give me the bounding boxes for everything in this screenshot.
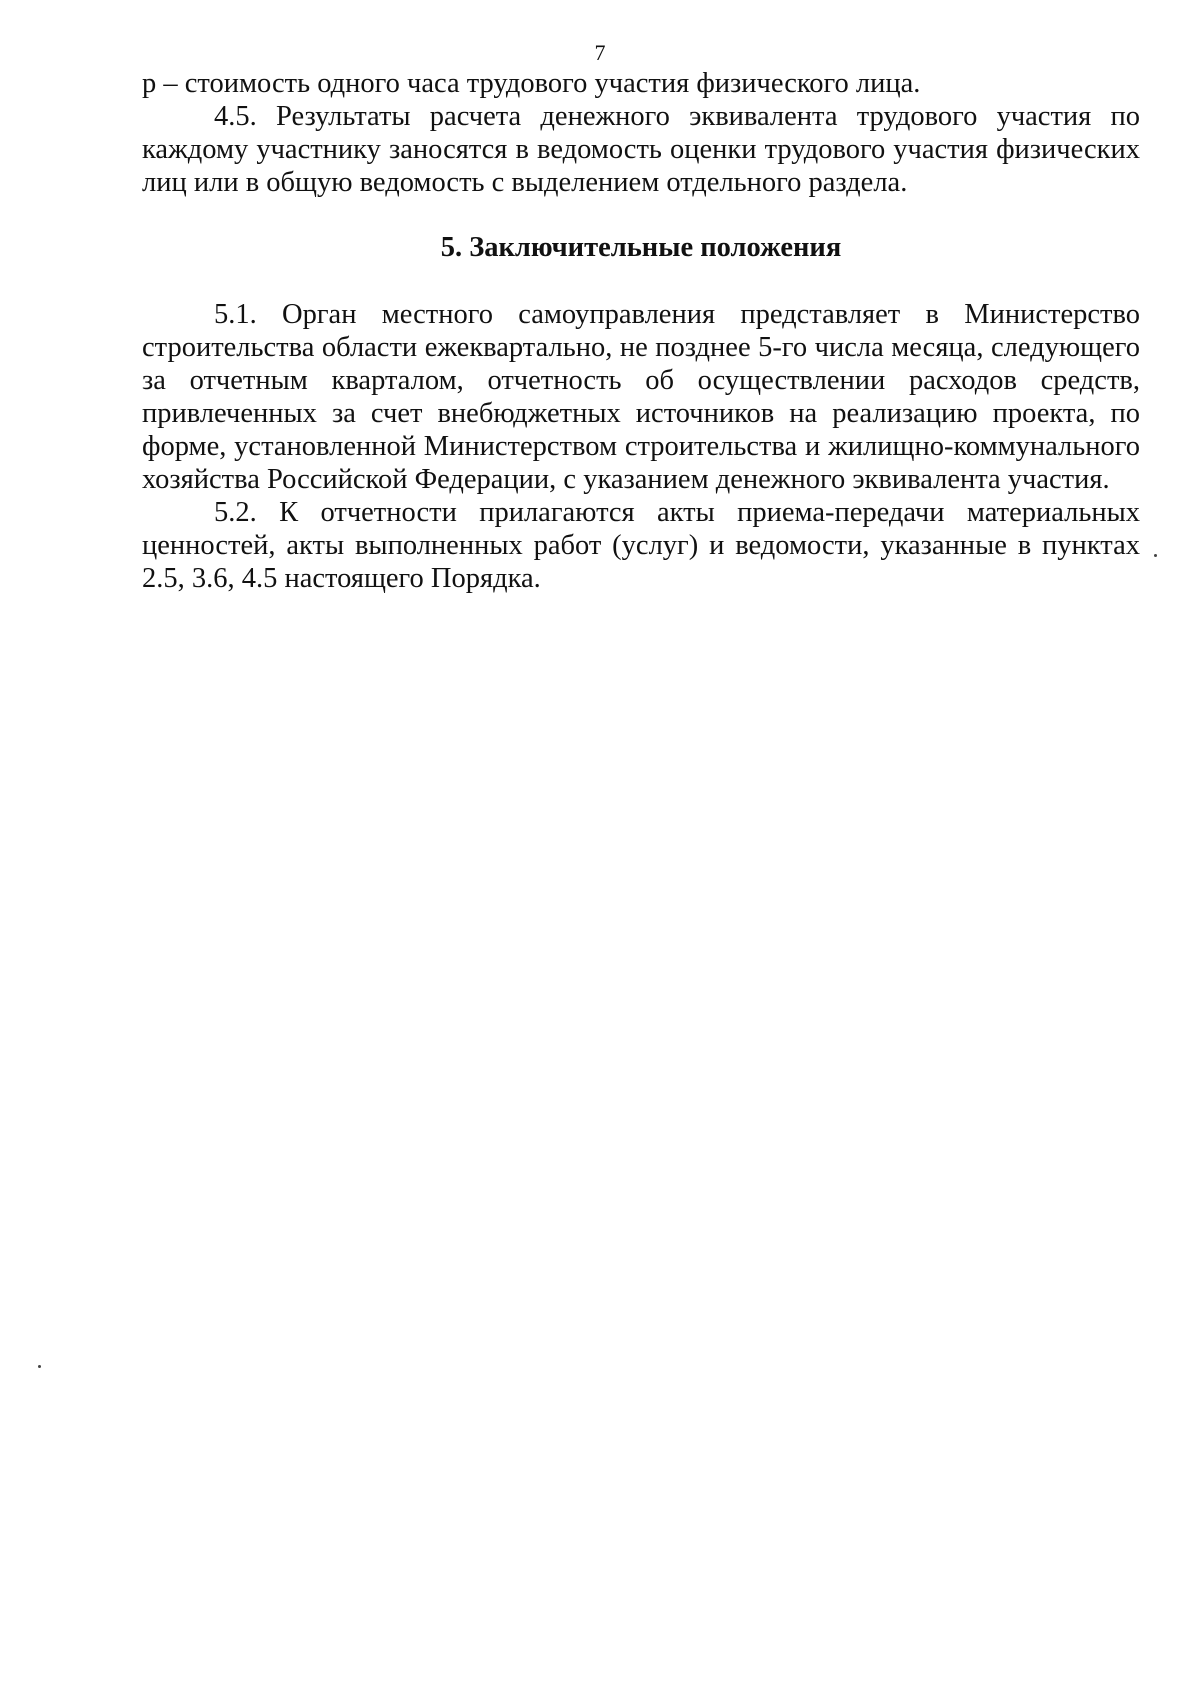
- paragraph-4-5: 4.5. Результаты расчета денежного эквивалента трудового участия по каждому участнику заносятся в ведомость оценки трудового участия физических лиц или в общую ведомость с выделением отдельного раздела.: [142, 101, 1140, 198]
- page-number: 7: [594, 40, 606, 65]
- scan-artifact-dot: [38, 1365, 41, 1368]
- paragraph-5-2: 5.2. К отчетности прилагаются акты приема-передачи материальных ценностей, акты выполненных работ (услуг) и ведомости, указанные в пунктах 2.5, 3.6, 4.5 настоящего Порядка.: [142, 497, 1140, 594]
- section-heading: 5. Заключительные положения: [440, 232, 842, 263]
- paragraph-5-1: 5.1. Орган местного самоуправления представляет в Министерство строительства области ежеквартально, не позднее 5-го числа месяца, следующего за отчетным кварталом, отчетность об осуществлении расходов средств, привлеченных за счет внебюджетных источников на реализацию проекта, по форме, установленной Министерством строительства и жилищно-коммунального хозяйства Российской Федерации, с указанием денежного эквивалента участия.: [142, 299, 1140, 495]
- document-body: [142, 67, 1140, 595]
- scan-artifact-dot: [1154, 554, 1157, 557]
- paragraph-p-definition: р – стоимость одного часа трудового участия физического лица.: [142, 68, 921, 99]
